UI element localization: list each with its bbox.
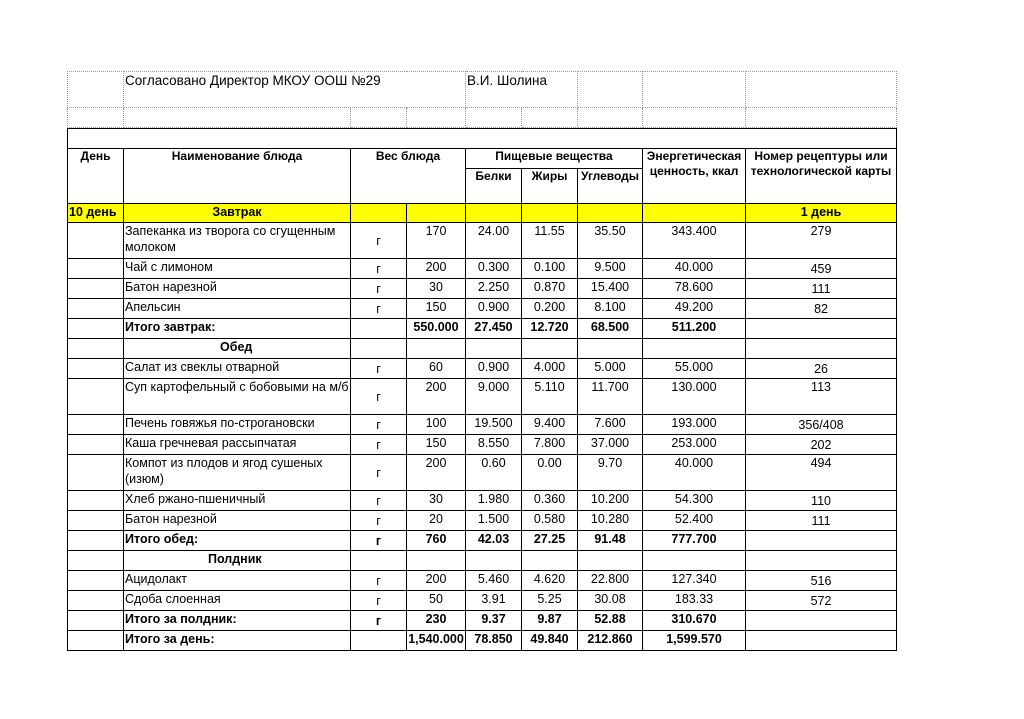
- recipe-number: 459: [746, 259, 897, 279]
- day-cell: [68, 299, 124, 319]
- carbs-value: 8.100: [578, 299, 643, 319]
- empty-cell: [746, 551, 897, 571]
- energy-value: 777.700: [643, 531, 746, 551]
- lunch-item-row: [68, 359, 897, 379]
- recipe-number: [746, 631, 897, 651]
- empty-cell: [351, 339, 407, 359]
- energy-value: 193.000: [643, 415, 746, 435]
- day-cell: [68, 511, 124, 531]
- energy-value: 1,599.570: [643, 631, 746, 651]
- dish-name: Итого завтрак:: [124, 319, 351, 339]
- recipe-number: 111: [746, 511, 897, 531]
- carbs-value: 68.500: [578, 319, 643, 339]
- header-dish: Наименование блюда: [124, 149, 351, 204]
- header-recipe: Номер рецептуры или технологической карты: [746, 149, 897, 204]
- header-energy: Энергетическая ценность, ккал: [643, 149, 746, 204]
- proteins-value: 5.460: [466, 571, 522, 591]
- weight: 200: [407, 259, 466, 279]
- dish-name: Ацидолакт: [124, 571, 351, 591]
- breakfast-item-row: [68, 223, 897, 259]
- carbs-value: 22.800: [578, 571, 643, 591]
- recipe-number: 111: [746, 279, 897, 299]
- lunch-header-row: [68, 339, 897, 359]
- weight: 550.000: [407, 319, 466, 339]
- menu-table: [67, 128, 897, 651]
- fats-value: 5.110: [522, 379, 578, 415]
- empty-cell: [522, 551, 578, 571]
- proteins-value: 42.03: [466, 531, 522, 551]
- lunch-item-row: [68, 415, 897, 435]
- energy-value: 253.000: [643, 435, 746, 455]
- approval-text: Согласовано Директор МКОУ ООШ №29: [124, 72, 466, 108]
- day-cell: [68, 551, 124, 571]
- recipe-number: 516: [746, 571, 897, 591]
- fats-value: 11.55: [522, 223, 578, 259]
- recipe-number: [746, 531, 897, 551]
- energy-value: 54.300: [643, 491, 746, 511]
- day-cell: [68, 279, 124, 299]
- header-nutrients: Пищевые вещества: [466, 149, 643, 169]
- proteins-value: 0.900: [466, 359, 522, 379]
- fats-value: 0.870: [522, 279, 578, 299]
- unit: г: [351, 415, 407, 435]
- recipe-number: 202: [746, 435, 897, 455]
- dish-name: Печень говяжья по-строгановски: [124, 415, 351, 435]
- empty-cell: [643, 339, 746, 359]
- dish-name: Салат из свеклы отварной: [124, 359, 351, 379]
- fats-value: 5.25: [522, 591, 578, 611]
- carbs-value: 15.400: [578, 279, 643, 299]
- carbs-value: 52.88: [578, 611, 643, 631]
- day-cell: [68, 491, 124, 511]
- header-day: День: [68, 149, 124, 204]
- recipe-number: 279: [746, 223, 897, 259]
- header-weight: Вес блюда: [351, 149, 466, 204]
- carbs-value: 9.70: [578, 455, 643, 491]
- unit: г: [351, 259, 407, 279]
- day-cell: [68, 531, 124, 551]
- proteins-value: 2.250: [466, 279, 522, 299]
- dish-name: Батон нарезной: [124, 279, 351, 299]
- breakfast-total-row: [68, 319, 897, 339]
- day-cell: [68, 339, 124, 359]
- day-cell: [68, 359, 124, 379]
- unit: г: [351, 299, 407, 319]
- weight: 1,540.000: [407, 631, 466, 651]
- day-cell: [68, 435, 124, 455]
- carbs-value: 7.600: [578, 415, 643, 435]
- energy-value: 49.200: [643, 299, 746, 319]
- day-cell: [68, 319, 124, 339]
- meal-title: Обед: [124, 339, 351, 359]
- empty-cell: [466, 551, 522, 571]
- energy-value: 40.000: [643, 259, 746, 279]
- empty-cell: [746, 339, 897, 359]
- weight: 30: [407, 279, 466, 299]
- dish-name: Итого за полдник:: [124, 611, 351, 631]
- energy-value: 55.000: [643, 359, 746, 379]
- proteins-value: 19.500: [466, 415, 522, 435]
- empty-cell: [351, 551, 407, 571]
- day-cell: [68, 631, 124, 651]
- energy-value: 343.400: [643, 223, 746, 259]
- dish-name: Итого за день:: [124, 631, 351, 651]
- fats-value: 9.87: [522, 611, 578, 631]
- empty-cell: [643, 551, 746, 571]
- unit: г: [351, 359, 407, 379]
- carbs-value: 10.280: [578, 511, 643, 531]
- fats-value: 7.800: [522, 435, 578, 455]
- proteins-value: 0.300: [466, 259, 522, 279]
- carbs-value: 37.000: [578, 435, 643, 455]
- carbs-value: 10.200: [578, 491, 643, 511]
- empty-cell: [522, 339, 578, 359]
- empty-cell: [407, 551, 466, 571]
- weight: 50: [407, 591, 466, 611]
- day-cell: [68, 379, 124, 415]
- energy-value: 127.340: [643, 571, 746, 591]
- lunch-item-row: [68, 511, 897, 531]
- weight: 100: [407, 415, 466, 435]
- energy-value: 183.33: [643, 591, 746, 611]
- breakfast-item-row: [68, 259, 897, 279]
- weight: 200: [407, 379, 466, 415]
- proteins-value: 78.850: [466, 631, 522, 651]
- proteins-value: 1.500: [466, 511, 522, 531]
- day-cell: [68, 571, 124, 591]
- snack-item-row: [68, 591, 897, 611]
- lunch-total-row: [68, 531, 897, 551]
- breakfast-item-row: [68, 299, 897, 319]
- unit: г: [351, 223, 407, 259]
- carbs-value: 30.08: [578, 591, 643, 611]
- fats-value: 12.720: [522, 319, 578, 339]
- weight: 230: [407, 611, 466, 631]
- dish-name: Итого обед:: [124, 531, 351, 551]
- unit: г: [351, 491, 407, 511]
- day-total-row: [68, 631, 897, 651]
- fats-value: 0.360: [522, 491, 578, 511]
- breakfast-title: Завтрак: [124, 204, 351, 223]
- weight: 760: [407, 531, 466, 551]
- fats-value: 0.100: [522, 259, 578, 279]
- energy-value: 78.600: [643, 279, 746, 299]
- proteins-value: 3.91: [466, 591, 522, 611]
- fats-value: 9.400: [522, 415, 578, 435]
- energy-value: 130.000: [643, 379, 746, 415]
- unit: [351, 631, 407, 651]
- weight: 170: [407, 223, 466, 259]
- unit: г: [351, 571, 407, 591]
- weight: 150: [407, 435, 466, 455]
- day-cell: [68, 259, 124, 279]
- dish-name: Запеканка из творога со сгущенным молоком: [124, 223, 351, 259]
- energy-value: 310.670: [643, 611, 746, 631]
- unit: г: [351, 531, 407, 551]
- energy-value: 52.400: [643, 511, 746, 531]
- carbs-value: 5.000: [578, 359, 643, 379]
- unit: г: [351, 591, 407, 611]
- day-cell: [68, 611, 124, 631]
- dish-name: Суп картофельный с бобовыми на м/б: [124, 379, 351, 415]
- recipe-number: [746, 611, 897, 631]
- dish-name: Компот из плодов и ягод сушеных (изюм): [124, 455, 351, 491]
- empty-cell: [578, 551, 643, 571]
- fats-value: 0.00: [522, 455, 578, 491]
- day-cell: [68, 591, 124, 611]
- carbs-value: 91.48: [578, 531, 643, 551]
- day-label: 10 день: [68, 204, 124, 223]
- proteins-value: 0.60: [466, 455, 522, 491]
- spacer-row: [68, 129, 897, 149]
- unit: [351, 319, 407, 339]
- breakfast-item-row: [68, 279, 897, 299]
- proteins-value: 8.550: [466, 435, 522, 455]
- recipe-day-label: 1 день: [746, 204, 897, 223]
- proteins-value: 9.37: [466, 611, 522, 631]
- snack-item-row: [68, 571, 897, 591]
- day-cell: [68, 223, 124, 259]
- fats-value: 4.000: [522, 359, 578, 379]
- empty-cell: [466, 339, 522, 359]
- recipe-number: 82: [746, 299, 897, 319]
- weight: 150: [407, 299, 466, 319]
- weight: 200: [407, 571, 466, 591]
- dish-name: Чай с лимоном: [124, 259, 351, 279]
- proteins-value: 27.450: [466, 319, 522, 339]
- fats-value: 4.620: [522, 571, 578, 591]
- director-name: В.И. Шолина: [466, 72, 578, 108]
- day-cell: [68, 455, 124, 491]
- snack-header-row: [68, 551, 897, 571]
- proteins-value: 9.000: [466, 379, 522, 415]
- fats-value: 49.840: [522, 631, 578, 651]
- weight: 20: [407, 511, 466, 531]
- recipe-number: 494: [746, 455, 897, 491]
- weight: 60: [407, 359, 466, 379]
- unit: г: [351, 379, 407, 415]
- dish-name: Апельсин: [124, 299, 351, 319]
- dish-name: Хлеб ржано-пшеничный: [124, 491, 351, 511]
- dish-name: Батон нарезной: [124, 511, 351, 531]
- proteins-value: 24.00: [466, 223, 522, 259]
- carbs-value: 35.50: [578, 223, 643, 259]
- unit: г: [351, 511, 407, 531]
- unit: г: [351, 455, 407, 491]
- meal-title: Полдник: [124, 551, 351, 571]
- carbs-value: 212.860: [578, 631, 643, 651]
- lunch-item-row: [68, 379, 897, 415]
- energy-value: 40.000: [643, 455, 746, 491]
- header-proteins: Белки: [466, 169, 522, 204]
- header-carbs: Углеводы: [578, 169, 643, 204]
- day-cell: [68, 415, 124, 435]
- recipe-number: 356/408: [746, 415, 897, 435]
- lunch-item-row: [68, 435, 897, 455]
- approval-table: [67, 71, 897, 128]
- unit: г: [351, 279, 407, 299]
- weight: 200: [407, 455, 466, 491]
- unit: г: [351, 611, 407, 631]
- lunch-item-row: [68, 491, 897, 511]
- unit: г: [351, 435, 407, 455]
- recipe-number: 572: [746, 591, 897, 611]
- recipe-number: 26: [746, 359, 897, 379]
- empty-cell: [578, 339, 643, 359]
- fats-value: 27.25: [522, 531, 578, 551]
- snack-total-row: [68, 611, 897, 631]
- dish-name: Каша гречневая рассыпчатая: [124, 435, 351, 455]
- proteins-value: 0.900: [466, 299, 522, 319]
- carbs-value: 11.700: [578, 379, 643, 415]
- weight: 30: [407, 491, 466, 511]
- recipe-number: [746, 319, 897, 339]
- fats-value: 0.200: [522, 299, 578, 319]
- recipe-number: 113: [746, 379, 897, 415]
- breakfast-header-row: [68, 204, 897, 223]
- carbs-value: 9.500: [578, 259, 643, 279]
- empty-cell: [407, 339, 466, 359]
- fats-value: 0.580: [522, 511, 578, 531]
- recipe-number: 110: [746, 491, 897, 511]
- proteins-value: 1.980: [466, 491, 522, 511]
- energy-value: 511.200: [643, 319, 746, 339]
- lunch-item-row: [68, 455, 897, 491]
- header-fats: Жиры: [522, 169, 578, 204]
- dish-name: Сдоба слоенная: [124, 591, 351, 611]
